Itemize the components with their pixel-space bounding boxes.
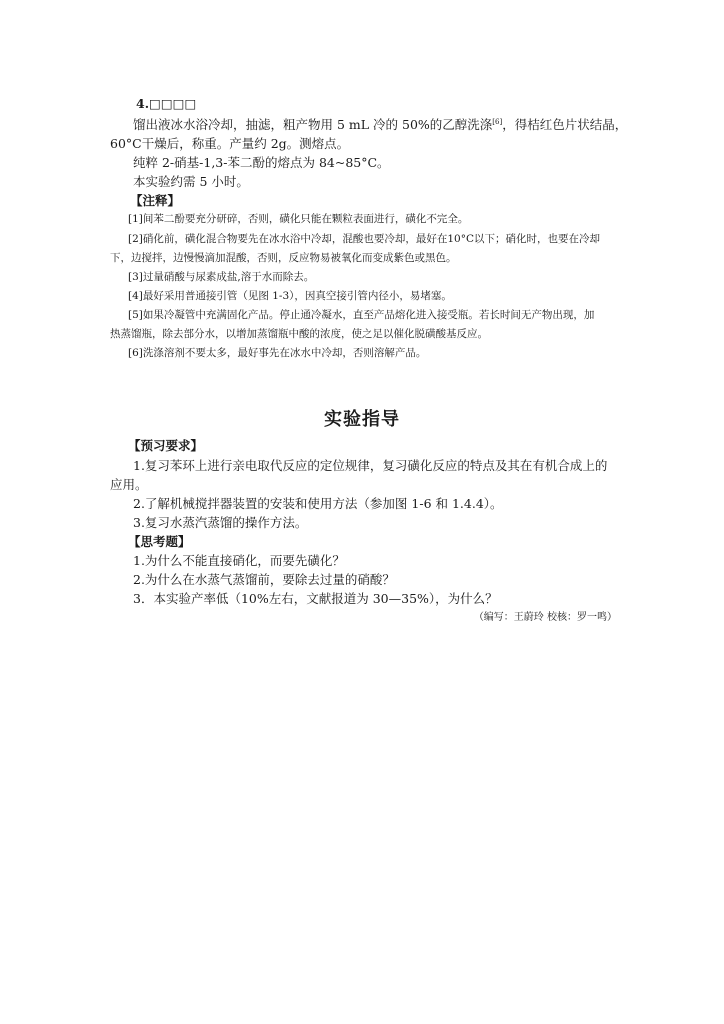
note-4: [4]最好采用普通接引管（见图 1-3），因真空接引管内径小，易堵塞。 [128,290,452,302]
reference-marker: [6] [492,117,503,126]
note-2-line-2: 下，边搅拌，边慢慢滴加混酸，否则，反应物易被氧化而变成紫色或黑色。 [110,252,457,264]
note-5-line-1: [5]如果冷凝管中充满固化产品。停止通冷凝水，直至产品熔化进入接受瓶。若长时间无产物出现，加 [128,309,595,321]
procedure-line-3: 纯粹 2-硝基-1,3-苯二酚的熔点为 84~85°C。 [133,155,390,170]
note-5-line-2: 热蒸馏瓶，除去部分水，以增加蒸馏瓶中酸的浓度，使之足以催化脱磺酸基反应。 [110,328,488,340]
preview-item-3: 3.复习水蒸汽蒸馏的操作方法。 [133,515,308,530]
preview-item-2: 2.了解机械搅拌器装置的安装和使用方法（参加图 1-6 和 1.4.4）。 [133,496,503,511]
credits: （编写：王蔚玲 校核：罗一鸣） [473,612,617,623]
questions-heading: 【思考题】 [128,534,191,549]
preview-item-1-line-1: 1.复习苯环上进行亲电取代反应的定位规律，复习磺化反应的特点及其在有机合成上的 [133,458,608,473]
preview-item-1-line-2: 应用。 [110,477,148,492]
note-6: [6]洗涤溶剂不要太多，最好事先在冰水中冷却，否则溶解产品。 [128,347,427,359]
notes-heading: 【注释】 [130,193,181,208]
preview-heading: 【预习要求】 [128,438,204,453]
question-2: 2.为什么在水蒸气蒸馏前，要除去过量的硝酸？ [133,572,395,587]
procedure-line-4: 本实验约需 5 小时。 [133,174,249,189]
note-2-line-1: [2]硝化前，磺化混合物要先在冰水浴中冷却，混酸也要冷却，最好在10°C以下；硝化时，也要在冷却 [128,233,601,245]
question-3: 3．本实验产率低（10%左右，文献报道为 30—35%），为什么？ [133,591,498,606]
procedure-line-2: 60°C干燥后，称重。产量约 2g。测熔点。 [110,136,350,151]
note-1: [1]间苯二酚要充分研碎，否则，磺化只能在颗粒表面进行，磺化不完全。 [128,213,469,225]
step-heading: 4.□□□□ [136,96,197,111]
procedure-line-1 [133,117,627,133]
note-3: [3]过量硝酸与尿素成盐,溶于水而除去。 [128,271,315,283]
question-1: 1.为什么不能直接硝化，而要先磺化？ [133,553,345,568]
procedure-line-1-text: 馏出液冰水浴冷却，抽滤，粗产物用 5 mL 冷的 50%的乙醇洗涤 [133,117,493,132]
procedure-line-1-end: ，得桔红色片状结晶， [502,117,628,132]
section-title: 实验指导 [324,409,400,430]
